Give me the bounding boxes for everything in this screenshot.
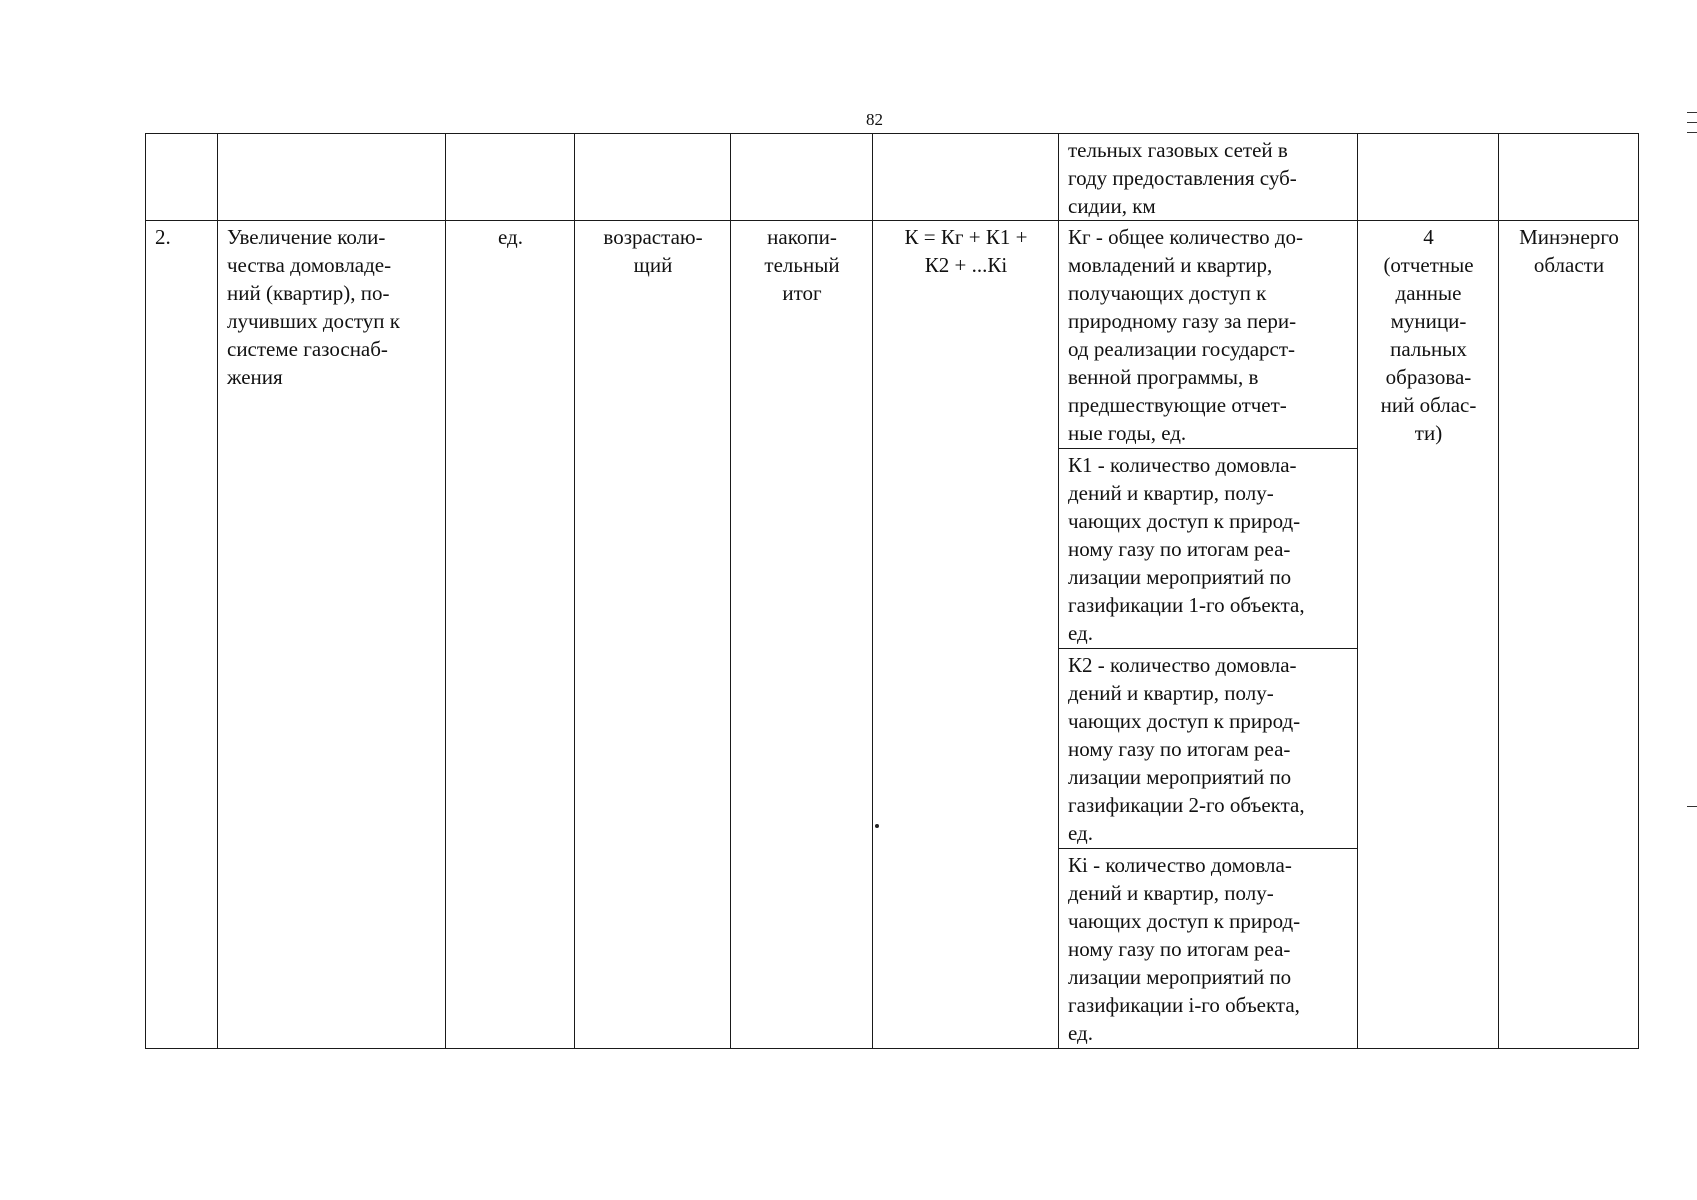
cell-indicator-name: Увеличение коли- чества домовладе- ний (квартир), по- лучивших доступ к системе газоснаб- жения xyxy=(218,221,446,1049)
cell-empty xyxy=(1358,134,1499,221)
margin-mark xyxy=(1687,122,1697,123)
margin-mark xyxy=(1687,112,1697,113)
indicator-table xyxy=(145,133,1639,1049)
cell-data-source: 4 (отчетные данные муници- пальных образова- ний облас- ти) xyxy=(1358,221,1499,1049)
cell-component-k1: К1 - количество домовла- дений и квартир, полу- чающих доступ к природ- ному газу по итогам реа- лизации мероприятий по газификации 1-го объекта, ед. xyxy=(1059,449,1358,649)
cell-empty xyxy=(731,134,873,221)
cell-component-ki: Кi - количество домовла- дений и квартир, полу- чающих доступ к природ- ному газу по итогам реа- лизации мероприятий по газификации i-го объекта, ед. xyxy=(1059,849,1358,1049)
margin-mark xyxy=(1687,132,1697,133)
cell-component-kg: Кг - общее количество до- мовладений и квартир, получающих доступ к природному газу за пери- од реализации государст- венной программы, в предшествующие отчет- ные годы, ед. xyxy=(1059,221,1358,449)
cell-description-continued: тельных газовых сетей в году предоставления суб- сидии, км xyxy=(1059,134,1358,221)
cell-empty xyxy=(218,134,446,221)
margin-mark xyxy=(1687,806,1697,807)
cell-empty xyxy=(873,134,1059,221)
table-row xyxy=(146,221,1639,449)
cell-empty xyxy=(446,134,575,221)
cell-dynamics: возрастаю- щий xyxy=(575,221,731,1049)
page-number: 82 xyxy=(866,110,883,129)
cell-empty xyxy=(1499,134,1639,221)
cell-responsible: Минэнерго области xyxy=(1499,221,1639,1049)
cell-component-k2: К2 - количество домовла- дений и квартир, полу- чающих доступ к природ- ному газу по итогам реа- лизации мероприятий по газификации 2-го объекта, ед. xyxy=(1059,649,1358,849)
cell-empty xyxy=(146,134,218,221)
cell-unit: ед. xyxy=(446,221,575,1049)
cell-row-number: 2. xyxy=(146,221,218,1049)
cell-empty xyxy=(575,134,731,221)
cell-formula: К = Кг + К1 + К2 + ...Кi xyxy=(873,221,1059,1049)
table-row-continuation xyxy=(146,134,1639,221)
cell-calculation-type: накопи- тельный итог xyxy=(731,221,873,1049)
